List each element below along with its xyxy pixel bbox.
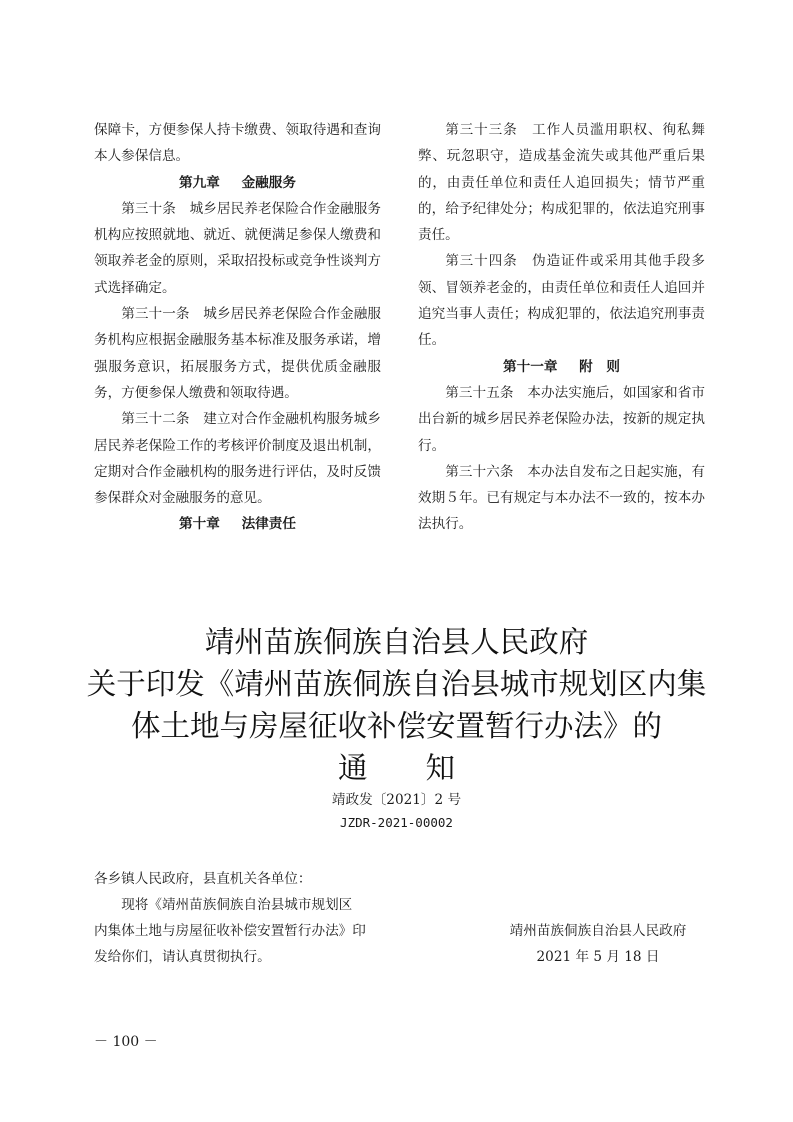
title-line-3: 体土地与房屋征收补偿安置暂行办法》的 bbox=[130, 709, 662, 743]
title-char-1: 通 bbox=[337, 751, 368, 785]
title-line-2: 关于印发《靖州苗族侗族自治县城市规划区内集 bbox=[86, 667, 707, 701]
chapter-11-heading bbox=[418, 354, 705, 380]
document-number: 靖政发〔2021〕2 号 bbox=[331, 792, 462, 808]
title-line-4 bbox=[0, 747, 793, 789]
article-32: 第三十二条 建立对合作金融机构服务城乡居民养老保险工作的考核评价制度及退出机制，定期对合作金融机构的服务进行评估，及时反馈参保群众对金融服务的意见。 bbox=[94, 411, 381, 507]
page-number: － 100 － bbox=[94, 1034, 158, 1050]
right-column bbox=[418, 117, 705, 538]
left-column bbox=[94, 117, 381, 538]
article-35: 第三十五条 本办法实施后，如国家和省市出台新的城乡居民养老保险办法，按新的规定执行。 bbox=[418, 384, 705, 454]
addressee: 各乡镇人民政府，县直机关各单位： bbox=[94, 871, 312, 887]
signer: 靖州苗族侗族自治县人民政府 bbox=[509, 923, 687, 939]
chapter-9-heading bbox=[94, 170, 381, 196]
chapter-name: 法律责任 bbox=[241, 516, 296, 533]
chapter-10-heading bbox=[94, 511, 381, 537]
chapter-number: 第九章 bbox=[179, 174, 220, 191]
notice-title bbox=[0, 621, 793, 789]
title-line-1: 靖州苗族侗族自治县人民政府 bbox=[204, 625, 589, 659]
article-34: 第三十四条 伪造证件或采用其他手段多领、冒领养老金的，由责任单位和责任人追回并追究当事人责任；构成犯罪的，依法追究刑事责任。 bbox=[418, 253, 705, 349]
chapter-name: 附 则 bbox=[579, 358, 620, 375]
title-char-2: 知 bbox=[425, 751, 456, 785]
body-line-1: 现将《靖州苗族侗族自治县城市规划区 bbox=[121, 897, 353, 913]
body-line-2: 内集体土地与房屋征收补偿安置暂行办法》印 bbox=[94, 923, 366, 939]
article-33: 第三十三条 工作人员滥用职权、徇私舞弊、玩忽职守，造成基金流失或其他严重后果的，由责任单位和责任人追回损失；情节严重的，给予纪律处分；构成犯罪的，依法追究刑事责任。 bbox=[418, 122, 705, 244]
paragraph-continued: 保障卡，方便参保人持卡缴费、领取待遇和查询本人参保信息。 bbox=[94, 122, 381, 165]
chapter-number: 第十章 bbox=[179, 516, 220, 533]
article-36: 第三十六条 本办法自发布之日起实施，有效期５年。已有规定与本办法不一致的，按本办法执行。 bbox=[418, 463, 705, 533]
date: 2021 年 5 月 18 日 bbox=[536, 949, 660, 965]
document-code: JZDR-2021-00002 bbox=[340, 815, 453, 830]
article-31: 第三十一条 城乡居民养老保险合作金融服务机构应根据金融服务基本标准及服务承诺，增强服务意识，拓展服务方式，提供优质金融服务，方便参保人缴费和领取待遇。 bbox=[94, 306, 381, 401]
chapter-number: 第十一章 bbox=[503, 358, 558, 375]
article-30: 第三十条 城乡居民养老保险合作金融服务机构应按照就地、就近、就便满足参保人缴费和领取养老金的原则，采取招投标或竞争性谈判方式选择确定。 bbox=[94, 200, 381, 296]
chapter-name: 金融服务 bbox=[241, 174, 296, 191]
body-line-3: 发给你们，请认真贯彻执行。 bbox=[94, 949, 271, 965]
